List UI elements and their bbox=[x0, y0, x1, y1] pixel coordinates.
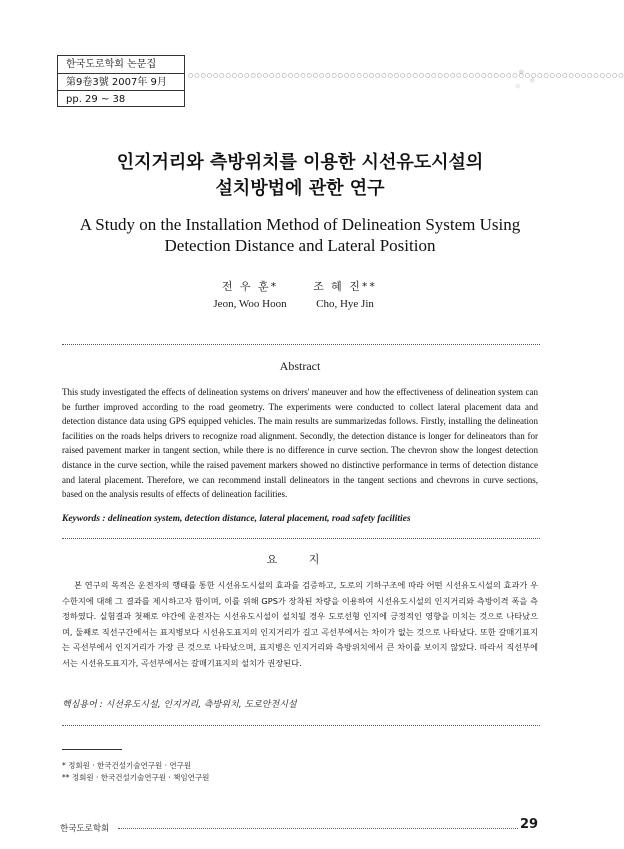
footnote-2: ** 정회원 · 한국건설기술연구원 · 책임연구원 bbox=[62, 773, 210, 782]
footnote-1: * 정회원 · 한국건설기술연구원 · 연구원 bbox=[62, 761, 192, 770]
keywords-english: Keywords : delineation system, detection distance, lateral placement, road safety facilities bbox=[62, 514, 411, 524]
title-korean-line1: 인지거리와 측방위치를 이용한 시선유도시설의 bbox=[116, 152, 484, 173]
footer-dotted-line bbox=[118, 828, 518, 829]
author-1-english-name: Jeon, Woo Hoon bbox=[213, 298, 287, 310]
author-2-korean-name: 조 혜 진** bbox=[313, 280, 377, 293]
journal-volume: 第9卷3號 2007年 9月 bbox=[58, 73, 184, 90]
title-korean-line2: 설치방법에 관한 연구 bbox=[215, 178, 385, 199]
abstract-heading: Abstract bbox=[279, 359, 321, 373]
author-1-korean-name: 전 우 훈* bbox=[221, 280, 279, 293]
author-1 bbox=[205, 278, 295, 310]
author-2-english-name: Cho, Hye Jin bbox=[316, 298, 374, 310]
journal-pages: pp. 29 ~ 38 bbox=[58, 90, 184, 107]
section-divider bbox=[62, 344, 540, 345]
footnote-rule bbox=[62, 749, 122, 750]
journal-info-box bbox=[57, 55, 185, 107]
title-english-line1: A Study on the Installation Method of Delineation System Using bbox=[79, 215, 521, 234]
korean-abstract-heading: 요 지 bbox=[266, 553, 334, 566]
journal-name: 한국도로학회 논문집 bbox=[66, 59, 157, 70]
section-divider bbox=[62, 725, 540, 726]
abstract-body: This study investigated the effects of delineation systems on drivers' maneuver and how the effectiveness of delineation system can be further improved according to the road geometry. The experiments were conducted to collect lateral placement data and detection distance data using GPS equipped vehicles. The main results are summarizedas follows. Firstly, installing the delineation facilities on the roads helps drivers to recognize road alignment. Secondly, the detection distance is longer for delineators than for raised pavement marker in tangent section, while there is no difference in curve section. The chevron show the longest detection distance in the curve section, while the raised pavement markers showed no distinctive performance in terms of detection distance and lateral placement. Therefore, we can recommend install delineators in the tangent sections and chevrons in curve sections, based on the analysis results of effects of delineation facilities. bbox=[62, 387, 538, 500]
header-dotted-line: ○○○○○○○○○○○○○○○○○○○○○○○○○○○○○○○○○○○○○○○○○○○○○○○○○○○○○○○○○○○○○○○○○○○○○○ bbox=[188, 72, 624, 79]
korean-abstract-body: 본 연구의 목적은 운전자의 행태를 통한 시선유도시설의 효과를 검증하고, 도로의 기하구조에 따라 어떤 시선유도시설의 효과가 우수한지에 대해 그 결과를 제시하고자 함이며, 이를 위해 GPS가 장착된 차량을 이용하여 시선유도시설의 인지거리와 측방이격 폭을 측정하였다. 실험결과 첫째로 야간에 운전자는 시선유도시설이 설치될 경우 도로선형 인지에 긍정적인 영향을 미치는 것으로 나타났으며, 둘째로 직선구간에서는 표지병보다 시선유도표지의 인지거리가 길고 곡선부에서는 차이가 없는 것으로 나타났다. 또한 갈매기표지는 곡선부에서 인지거리가 가장 큰 것으로 나타났으며, 표지병은 인지거리와 측방위치에서 큰 차이를 보이지 않았다. 따라서 직선부에서는 시선유도표지가, 곡선부에서는 갈매기표지의 설치가 권장된다. bbox=[62, 580, 538, 668]
page-number: 29 bbox=[520, 817, 539, 832]
keywords-korean: 핵심용어 : 시선유도시설, 인지거리, 측방위치, 도로안전시설 bbox=[62, 700, 297, 710]
section-divider bbox=[62, 538, 540, 539]
footer-society: 한국도로학회 bbox=[60, 824, 110, 834]
corner-stamp-graphic bbox=[507, 56, 543, 96]
author-2 bbox=[300, 278, 390, 310]
title-english-line2: Detection Distance and Lateral Position bbox=[164, 236, 436, 255]
